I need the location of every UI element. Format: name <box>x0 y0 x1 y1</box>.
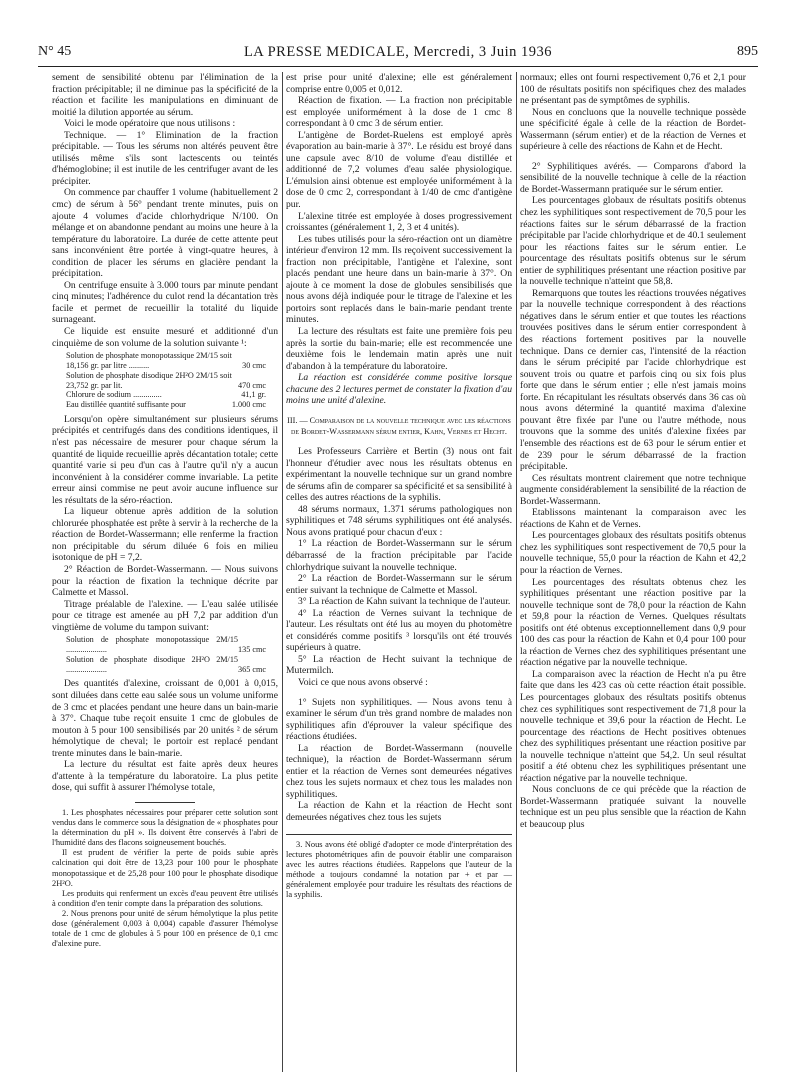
paragraph: L'antigène de Bordet-Ruelens est employé après évaporation au bain-marie à 37°. Le résidu est broyé dans une capsule avec 8/10 de volume d'eau distillée et additionné de 7,2 volumes d'eau salée physiologique. L'émulsion ainsi obtenue est employée uniformément à la dose de 0 cmc 2, correspondant à 1/40 de cmc d'antigène pur. <box>286 129 512 211</box>
table-cell: Solution de phosphate disodique 2H²O 2M/15 .................... <box>66 654 239 674</box>
paragraph: 2° Réaction de Bordet-Wassermann. — Nous suivons pour la réaction de fixation la technique décrite par Calmette et Massol. <box>52 564 278 599</box>
section-title: III. — Comparaison de la nouvelle technique avec les réactions de Bordet-Wassermann sérum entier, Kahn, Vernes et Hecht. <box>287 415 511 437</box>
footnote-rule <box>135 802 195 803</box>
paragraph: Ce liquide est ensuite mesuré et additionné d'un cinquième de son volume de la solution suivante ¹: <box>52 326 278 349</box>
paragraph: Les pourcentages globaux des résultats positifs obtenus chez les syphilitiques sont respectivement de 70,5 pour la nouvelle technique, 55,0 pour la réaction de Kahn et 42,2 pour la réaction de Vernes. <box>520 530 746 576</box>
paragraph: L'alexine titrée est employée à doses progressivement croissantes (généralement 1, 2, 3 et 4 unités). <box>286 210 512 234</box>
column-1 <box>52 72 278 949</box>
paragraph: Voici le mode opératoire que nous utilisons : <box>64 118 236 130</box>
footnote: Il est prudent de vérifier la perte de poids subie après calcination qui doit être de 13,23 pour 100 pour le phosphate monopotassique et de 25,28 pour 100 pour le phosphate disodique 2H²O. <box>52 848 278 888</box>
table-cell: Chlorure de sodium .............. <box>66 390 162 400</box>
footnote: 1. Les phosphates nécessaires pour préparer cette solution sont vendus dans le commerce sous la désignation de « phosphates pour la détermination du pH ». Ils doivent être conservés à l'abri de l'humidité dans des flacons soigneusement bouchés. <box>52 807 278 848</box>
paragraph: La réaction de Bordet-Wassermann (nouvelle technique), la réaction de Bordet-Wassermann sérum entier et la réaction de Vernes sont demeurées négatives chez tous les sujets normaux et chez tous les malades non syphilitiques. <box>286 742 512 800</box>
table-row <box>66 400 266 410</box>
paragraph: Réaction de fixation. — La fraction non précipitable est employée uniformément à la dose de 1 cmc 8 correspondant à 0 cmc 3 de sérum entier. <box>286 95 512 130</box>
paragraph: 2° Syphilitiques avérés. — Comparons d'abord la sensibilité de la nouvelle technique à celle de la réaction de Bordet-Wassermann pratiquée sur le sérum entier. <box>520 160 746 195</box>
table-cell: Solution de phosphate disodique 2H²O 2M/15 soit 23,752 gr. par lit. <box>66 370 232 390</box>
paragraph: Les tubes utilisés pour la séro-réaction ont un diamètre intérieur d'environ 12 mm. Ils reçoivent successivement la fraction non précipitable, l'antigène et l'alexine, sont placés pendant une heure dans un bain-marie à 37°. On ajoute à ce moment la dose de globules sensibilisés que nous avons déjà indiquée pour le titrage de l'alexine et les portoirs sont replacés dans le bain-marie pendant trente minutes. <box>286 233 512 326</box>
paragraph: La liqueur obtenue après addition de la solution chlorurée phosphatée est prête à servir à la recherche de la réaction de Bordet-Wassermann; elle renferme la fraction non précipitable du sérum diluée 6 fois en milieu isotonique de pH = 7,2. <box>52 506 278 564</box>
footnote: 2. Nous prenons pour unité de sérum hémolytique la plus petite dose (généralement 0,003 à 0,004) capable d'assurer l'hémolyse totale de 1 cmc de globules à 5 pour 100 en présence de 0,1 cmc d'alexine pure. <box>52 908 278 949</box>
table-cell: Solution de phosphate monopotassique 2M/15 .................... <box>66 635 239 655</box>
paragraph: Nous concluons de ce qui précède que la réaction de Bordet-Wassermann pratiquée suivant la nouvelle technique est un peu plus sensible que la réaction de Kahn et beaucoup plus <box>520 784 746 830</box>
paragraph: 4° La réaction de Vernes suivant la technique de l'auteur. Les résultats ont été lus au moyen du photomètre et considérés comme positifs ³ lorsqu'ils ont été trouvés supérieurs à quatre. <box>286 607 512 654</box>
solution-table <box>66 351 266 410</box>
paragraph: Ces résultats montrent clairement que notre technique augmente considérablement la sensibilité de la réaction de Bordet-Wassermann. <box>520 472 746 507</box>
table-cell: 30 cmc <box>242 360 266 370</box>
table-cell: 1.000 cmc <box>231 400 266 410</box>
paragraph: Des quantités d'alexine, croissant de 0,001 à 0,015, sont diluées dans cette eau salée sous un volume uniforme de 3 cmc et placées pendant une heure dans un bain-marie à 37°. Chaque tube reçoit ensuite 1 cmc de globules de mouton à 5 pour 100 sensibilisés par 20 unités ² de sérum hémolytique de cheval; le portoir est replacé pendant trente minutes dans le bain-marie. <box>52 678 278 759</box>
paragraph: La réaction de Kahn et la réaction de Hecht sont demeurées négatives chez tous les sujets <box>286 800 512 823</box>
column-divider <box>516 72 517 1072</box>
table-row <box>66 351 266 371</box>
paragraph: Les pourcentages des résultats obtenus chez les syphilitiques présentant une réaction positive par la nouvelle technique sont de 78,0 pour la réaction de Kahn et 59,8 pour la réaction de Vernes. Quelques résultats positifs ont été obtenus exceptionnellement dans 0,9 pour 100 des cas pour la réaction de Kahn et 0,4 pour 100 pour la réaction de Vernes chez des syphilitiques présentant une réaction négative par la nouvelle technique. <box>520 576 746 669</box>
paragraph: Nous en concluons que la nouvelle technique possède une spécificité égale à celle de la réaction de Bordet-Wassermann (sérum entier) et de la réaction de Vernes et supérieure à celle des réactions de Kahn et de Hecht. <box>520 106 746 153</box>
paragraph: La lecture des résultats est faite une première fois peu après la sortie du bain-marie; elle est recommencée une deuxième fois le lendemain matin après une nuit d'abandon à la température du laboratoire. <box>286 326 512 372</box>
paragraph: Les Professeurs Carrière et Bertin (3) nous ont fait l'honneur d'étudier avec nous les résultats obtenus en expérimentant la nouvelle technique sur un grand nombre de sérums afin de comparer sa spécificité et sa sensibilité à celles des autres réactions de la syphilis. <box>286 446 512 504</box>
paragraph: est prise pour unité d'alexine; elle est généralement comprise entre 0,005 et 0,012. <box>286 72 512 95</box>
table-row <box>66 635 266 655</box>
paragraph: 5° La réaction de Hecht suivant la technique de Mutermilch. <box>286 653 512 677</box>
column-3 <box>520 72 746 831</box>
paragraph: Les pourcentages globaux de résultats positifs obtenus chez les syphilitiques sont respectivement de 70,5 pour les réactions faites sur le sérum débarrassé de la fraction précipitable par l'acide chlorhydrique et de 40.1 seulement pour les réactions faites sur le sérum entier. Le pourcentage des résultats positifs obtenus sur le sérum entier de syphilitiques présentant une réaction positive par la nouvelle technique n'atteint que 58,8. <box>520 195 746 288</box>
paragraph: Technique. — 1° Elimination de la fraction précipitable. — Tous les sérums non altérés peuvent être utilisés même s'ils sont lactescents ou teintés d'hémoglobine; il est inutile de les centrifuger avant de les précipiter. <box>52 129 278 187</box>
footnote-rule <box>286 834 512 835</box>
paragraph: 48 sérums normaux, 1.371 sérums pathologiques non syphilitiques et 748 sérums syphilitiques ont été analysés. Nous avons pratiqué pour chacun d'eux : <box>286 503 512 538</box>
table-cell: Solution de phosphate monopotassique 2M/15 soit 18,156 gr. par litre .......... <box>66 351 232 370</box>
paragraph: Lorsqu'on opère simultanément sur plusieurs sérums précipités et centrifugés dans des conditions identiques, il n'est pas nécessaire de mesurer pour chaque sérum la quantité de liquide recueillie après décantation totale; cette quantité varie si peu d'un cas à l'autre qu'il n'y a aucun inconvénient à la considérer comme invariable. La petite erreur ainsi commise ne peut avoir aucune influence sur les résultats de la séro-réaction. <box>52 413 278 506</box>
footnote: 3. Nous avons été obligé d'adopter ce mode d'interprétation des lectures photométriques afin de pouvoir établir une comparaison avec les autres réactions étudiées. Rappelons que l'auteur de la méthode a toujours condamné la notation par + et par — généralement employée pour traduire les résultats des réactions de la syphilis. <box>286 839 512 900</box>
table-row <box>66 371 266 391</box>
paragraph: 2° La réaction de Bordet-Wassermann sur le sérum entier suivant la technique de Calmette et Massol. <box>286 573 512 596</box>
paragraph: 1° Sujets non syphilitiques. — Nous avons tenu à examiner le sérum d'un très grand nombre de malades non syphilitiques afin d'éprouver la valeur spécifique des réactions étudiées. <box>286 696 512 743</box>
column-divider <box>282 72 283 1072</box>
paragraph: sement de sensibilité obtenu par l'élimination de la fraction précipitable; il ne diminue pas la spécificité de la réaction et facilite les manipulations en diminuant de moitié la dilution apportée au sérum. <box>52 72 278 118</box>
header-rule <box>38 66 758 67</box>
table-cell: 470 cmc <box>238 380 266 390</box>
paragraph: Etablissons maintenant la comparaison avec les réactions de Kahn et de Vernes. <box>520 507 746 530</box>
page-number: 895 <box>737 44 758 59</box>
table-cell: Eau distillée quantité suffisante pour <box>66 400 186 410</box>
table-row <box>66 655 266 675</box>
paragraph: La lecture du résultat est faite après deux heures d'attente à la température du laboratoire. La plus petite dose, qui suffit à assurer l'hémolyse totale, <box>52 759 278 794</box>
paragraph: 1° La réaction de Bordet-Wassermann sur le sérum débarrassé de la fraction précipitable par l'acide chlorhydrique suivant la nouvelle technique. <box>286 538 512 573</box>
table-row <box>66 390 266 400</box>
paragraph: Titrage préalable de l'alexine. — L'eau salée utilisée pour ce titrage est amenée au pH 7,2 par addition d'un vingtième de volume du tampon suivant: <box>52 598 278 633</box>
paragraph: La comparaison avec la réaction de Hecht n'a pu être faite que dans les 423 cas où cette réaction était possible. Les pourcentages globaux des résultats positifs obtenus chez ces syphilitiques sont respectivement de 71,8 pour la nouvelle technique et 39,6 pour la réaction de Hecht. Le pourcentage des réactions de Hecht positives obtenues chez des syphilitiques présentant une réaction positive par la nouvelle technique n'atteint que 54,2. Un seul résultat positif a été obtenu chez les syphilitiques présentant une réaction négative par la nouvelle technique. <box>520 668 746 784</box>
issue-number: N° 45 <box>38 44 72 59</box>
paragraph: Remarquons que toutes les réactions trouvées négatives par la nouvelle technique correspondent à des réactions négatives dans le sérum entier et que toutes les réactions trouvées positives dans le sérum entier correspondent à des réactions fortement positives par la nouvelle technique. Dans ce dernier cas, l'intensité de la réaction dans le sérum précipité par l'acide chlorhydrique est souvent trois ou quatre et parfois cinq ou six fois plus forte que dans le sérum entier ; elle n'est jamais moins forte. En récapitulant les résultats observés dans 36 cas où nous avons déterminé la quantité maxima d'alexine pouvant être fixée par l'une ou l'autre méthode, nous trouvons que la somme des unités d'alexine fixées par l'ensemble des réactions est de 63 pour le sérum entier et de 239 pour le sérum débarrassé de la fraction précipitable. <box>520 287 746 473</box>
footnote: Les produits qui renferment un excès d'eau peuvent être utilisés à condition d'en tenir compte dans la préparation des solutions. <box>52 888 278 908</box>
paragraph: La réaction est considérée comme positive lorsque chacune des 2 lectures permet de constater la fixation d'au moins une unité d'alexine. <box>286 372 512 407</box>
column-2 <box>286 72 512 900</box>
buffer-table <box>66 635 266 674</box>
paragraph: Voici ce que nous avons observé : <box>298 676 428 688</box>
table-cell: 365 cmc <box>238 664 266 674</box>
running-header <box>38 44 758 66</box>
paragraph: On centrifuge ensuite à 3.000 tours par minute pendant cinq minutes; l'adhérence du culot rend la décantation très facile et permet de recueillir la totalité du liquide surnageant. <box>52 279 278 326</box>
table-cell: 135 cmc <box>238 645 266 655</box>
paragraph: On commence par chauffer 1 volume (habituellement 2 cmc) de sérum à 56° pendant trente minutes, puis on ajoute 4 volumes d'acide chlorhydrique N/100. On mélange et on abandonne pendant au moins une heure à la température du laboratoire. La durée de cette attente peut sans inconvénient être portée à vingt-quatre heures, à condition de placer les sérums en glacière pendant la précipitation. <box>52 187 278 280</box>
table-cell: 41,1 gr. <box>241 390 266 400</box>
paragraph: 3° La réaction de Kahn suivant la technique de l'auteur. <box>298 596 511 608</box>
paragraph: normaux; elles ont fourni respectivement 0,76 et 2,1 pour 100 de résultats positifs non spécifiques chez des malades ne présentant pas de symptômes de syphilis. <box>520 72 746 107</box>
journal-title: LA PRESSE MEDICALE, Mercredi, 3 Juin 1936 <box>243 44 553 60</box>
